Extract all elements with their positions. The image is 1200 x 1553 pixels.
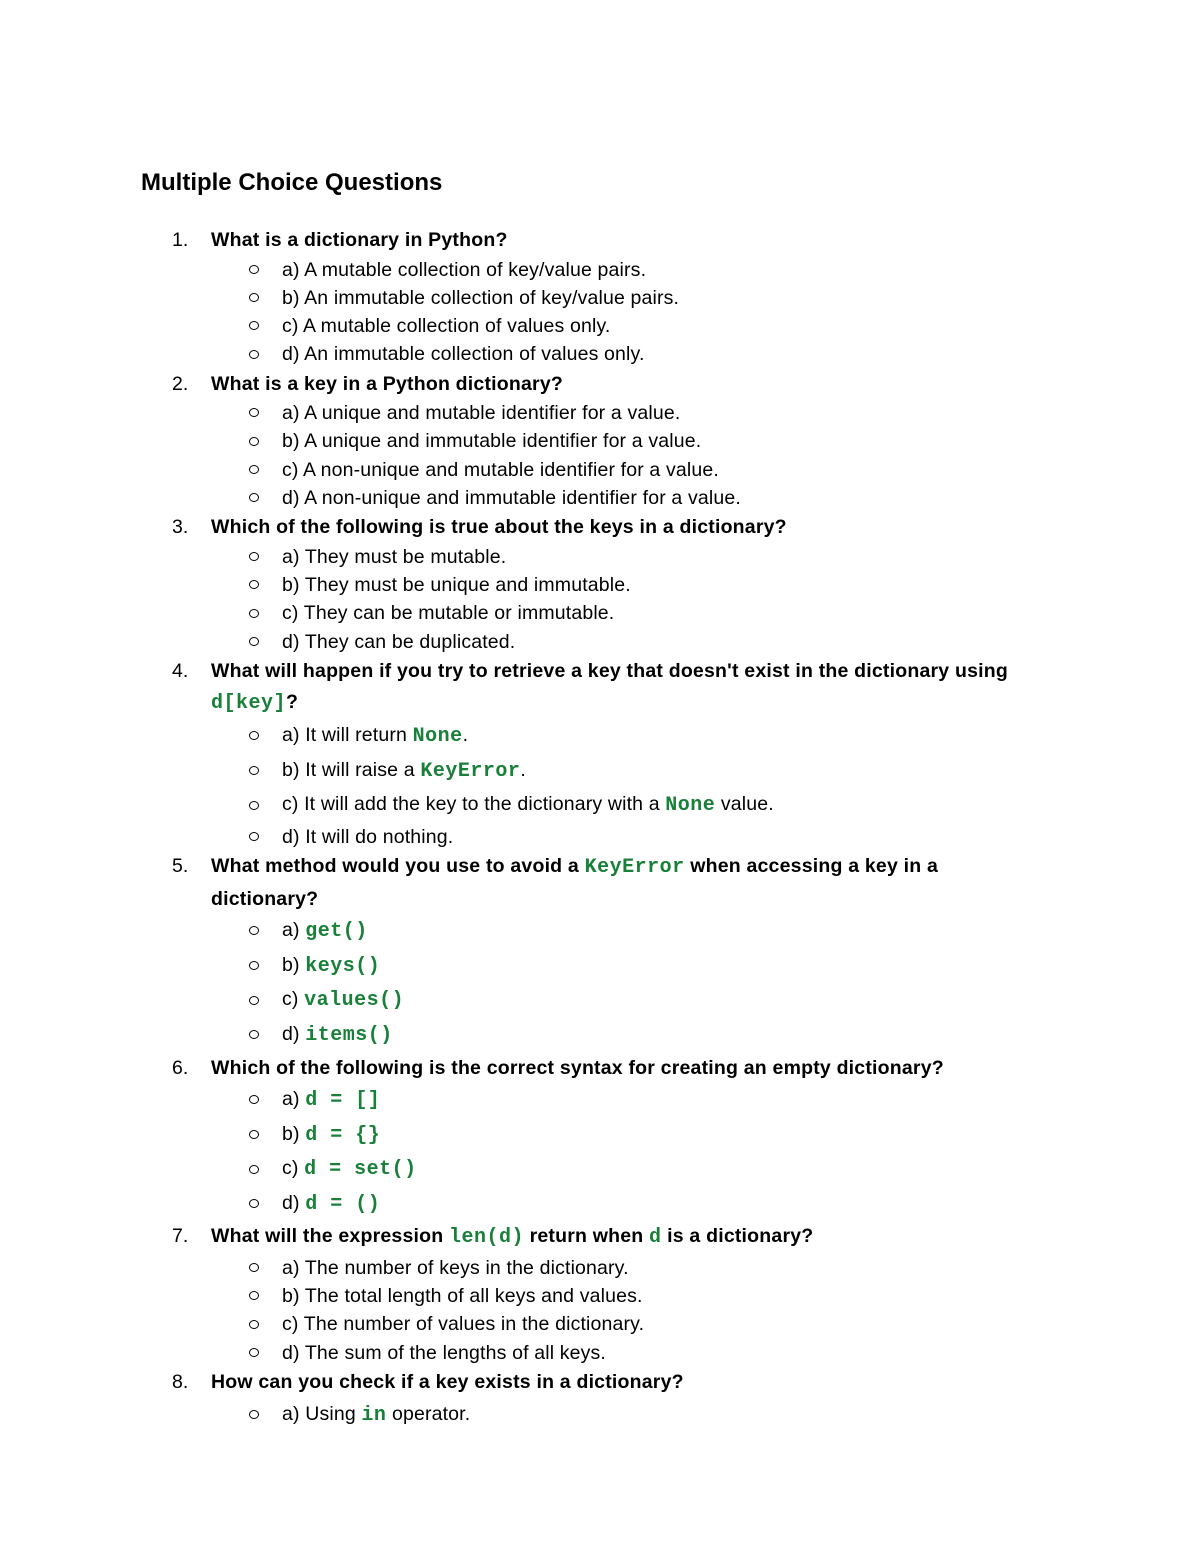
question-item	[0, 369, 1200, 513]
text-segment: d) The sum of the lengths of all keys.	[282, 1341, 607, 1364]
answer-option	[282, 754, 1200, 789]
option-list	[0, 914, 1200, 1052]
text-segment: c) They can be mutable or immutable.	[282, 602, 615, 625]
question-number: 8.	[172, 1371, 189, 1394]
text-segment: d) It will do nothing.	[282, 825, 454, 848]
hollow-circle-bullet-icon	[249, 465, 259, 474]
option-list	[0, 1083, 1200, 1221]
text-segment: a)	[282, 1088, 306, 1111]
text-segment: b)	[282, 953, 306, 976]
inline-code: None	[412, 725, 463, 749]
text-segment: a) The number of keys in the dictionary.	[282, 1256, 629, 1279]
hollow-circle-bullet-icon	[249, 1263, 259, 1272]
hollow-circle-bullet-icon	[249, 1348, 259, 1357]
text-segment: What is a key in a Python dictionary?	[211, 372, 563, 395]
question-number: 5.	[172, 855, 189, 878]
answer-option	[282, 1398, 1200, 1433]
text-segment: a) They must be mutable.	[282, 545, 507, 568]
question-text	[211, 369, 1031, 400]
answer-option	[282, 256, 1200, 284]
question-number: 2.	[172, 372, 189, 395]
text-segment: ?	[286, 690, 299, 713]
question-item	[0, 851, 1200, 1052]
answer-option	[282, 484, 1200, 512]
option-list	[0, 719, 1200, 851]
hollow-circle-bullet-icon	[249, 265, 259, 274]
hollow-circle-bullet-icon	[249, 437, 259, 446]
hollow-circle-bullet-icon	[249, 926, 259, 935]
inline-code: d[key]	[211, 691, 287, 715]
answer-option	[282, 543, 1200, 571]
answer-option	[282, 399, 1200, 427]
hollow-circle-bullet-icon	[249, 1165, 259, 1174]
answer-option	[282, 788, 1200, 823]
question-number: 6.	[172, 1056, 189, 1079]
answer-option	[282, 1310, 1200, 1338]
inline-code: d = ()	[305, 1192, 381, 1216]
question-number: 1.	[172, 229, 189, 251]
hollow-circle-bullet-icon	[249, 996, 259, 1005]
answer-option	[282, 1254, 1200, 1282]
question-text	[211, 1221, 1031, 1254]
answer-option	[282, 1118, 1200, 1153]
option-list	[0, 399, 1200, 512]
text-segment: What will the expression	[211, 1225, 449, 1248]
text-segment: d) An immutable collection of values only.	[282, 343, 645, 366]
text-segment: What will happen if you try to retrieve a key that doesn't exist in the dictionary using	[211, 660, 1008, 683]
answer-option	[282, 1187, 1200, 1222]
hollow-circle-bullet-icon	[249, 1199, 259, 1208]
question-number: 4.	[172, 660, 189, 683]
inline-code: values()	[304, 989, 405, 1013]
inline-code: d = []	[305, 1089, 381, 1113]
hollow-circle-bullet-icon	[249, 580, 259, 589]
answer-option	[282, 949, 1200, 984]
text-segment: c) It will add the key to the dictionary with a	[282, 793, 666, 816]
option-list	[0, 256, 1200, 369]
question-text	[211, 512, 1031, 543]
text-segment: c) The number of values in the dictionary.	[282, 1313, 645, 1336]
inline-code: KeyError	[420, 759, 521, 783]
text-segment: a) It will return	[282, 724, 413, 747]
inline-code: items()	[305, 1023, 393, 1047]
inline-code: in	[361, 1403, 387, 1427]
text-segment: operator.	[386, 1402, 471, 1425]
text-segment: c)	[282, 1157, 305, 1180]
question-item	[0, 225, 1200, 369]
text-segment: a) A mutable collection of key/value pairs.	[282, 258, 647, 281]
answer-option	[282, 1018, 1200, 1053]
hollow-circle-bullet-icon	[249, 961, 259, 970]
answer-option	[282, 719, 1200, 754]
hollow-circle-bullet-icon	[249, 731, 259, 740]
answer-option	[282, 456, 1200, 484]
question-number: 3.	[172, 516, 189, 539]
option-list	[0, 543, 1200, 656]
text-segment: b) It will raise a	[282, 758, 421, 781]
answer-option	[282, 284, 1200, 312]
question-item	[0, 1221, 1200, 1367]
text-segment: when accessing a key in a dictionary?	[211, 855, 938, 910]
text-segment: a)	[282, 919, 306, 942]
question-list	[0, 225, 1200, 1432]
text-segment: d)	[282, 1191, 306, 1214]
hollow-circle-bullet-icon	[249, 609, 259, 618]
answer-option	[282, 340, 1200, 368]
text-segment: d) They can be duplicated.	[282, 630, 516, 653]
text-segment: b) An immutable collection of key/value pairs.	[282, 286, 680, 309]
inline-code: keys()	[305, 954, 381, 978]
hollow-circle-bullet-icon	[249, 350, 259, 359]
question-text	[211, 1367, 1031, 1398]
text-segment: is a dictionary?	[661, 1225, 814, 1248]
text-segment: Which of the following is the correct syntax for creating an empty dictionary?	[211, 1056, 944, 1079]
hollow-circle-bullet-icon	[249, 293, 259, 302]
inline-code: d = set()	[304, 1158, 417, 1182]
hollow-circle-bullet-icon	[249, 493, 259, 502]
question-number: 7.	[172, 1225, 189, 1248]
text-segment: a) Using	[282, 1402, 362, 1425]
text-segment: value.	[715, 793, 774, 816]
option-list	[0, 1398, 1200, 1433]
text-segment: c) A mutable collection of values only.	[282, 315, 611, 338]
answer-option	[282, 823, 1200, 851]
text-segment: Which of the following is true about the keys in a dictionary?	[211, 516, 787, 539]
answer-option	[282, 628, 1200, 656]
text-segment: What method would you use to avoid a	[211, 855, 585, 878]
answer-option	[282, 312, 1200, 340]
hollow-circle-bullet-icon	[249, 552, 259, 561]
inline-code: None	[665, 794, 716, 818]
option-list	[0, 1254, 1200, 1367]
hollow-circle-bullet-icon	[249, 832, 259, 841]
text-segment: c)	[282, 988, 305, 1011]
answer-option	[282, 571, 1200, 599]
question-text	[211, 851, 1031, 914]
text-segment: c) A non-unique and mutable identifier for a value.	[282, 458, 719, 481]
answer-option	[282, 427, 1200, 455]
page-title: Multiple Choice Questions	[141, 169, 443, 196]
text-segment: return when	[523, 1225, 650, 1248]
hollow-circle-bullet-icon	[249, 1095, 259, 1104]
inline-code: d = {}	[305, 1123, 381, 1147]
question-item	[0, 512, 1200, 656]
question-item	[0, 1053, 1200, 1222]
hollow-circle-bullet-icon	[249, 637, 259, 646]
text-segment: b) They must be unique and immutable.	[282, 574, 631, 597]
question-text	[211, 656, 1031, 719]
hollow-circle-bullet-icon	[249, 1410, 259, 1419]
answer-option	[282, 1152, 1200, 1187]
text-segment: b) A unique and immutable identifier for a value.	[282, 430, 702, 453]
answer-option	[282, 1282, 1200, 1310]
hollow-circle-bullet-icon	[249, 801, 259, 810]
inline-code: d	[649, 1226, 662, 1250]
text-segment: a) A unique and mutable identifier for a value.	[282, 402, 681, 425]
hollow-circle-bullet-icon	[249, 1291, 259, 1300]
text-segment: .	[462, 724, 469, 747]
inline-code: KeyError	[584, 856, 685, 880]
hollow-circle-bullet-icon	[249, 1030, 259, 1039]
text-segment: .	[520, 758, 526, 781]
answer-option	[282, 1083, 1200, 1118]
text-segment: b)	[282, 1122, 306, 1145]
inline-code: get()	[305, 920, 368, 944]
hollow-circle-bullet-icon	[249, 1130, 259, 1139]
inline-code: len(d)	[448, 1226, 524, 1250]
text-segment: d) A non-unique and immutable identifier for a value.	[282, 487, 741, 510]
answer-option	[282, 914, 1200, 949]
question-text	[211, 1053, 1031, 1084]
question-item	[0, 656, 1200, 851]
hollow-circle-bullet-icon	[249, 1320, 259, 1329]
text-segment: b) The total length of all keys and values.	[282, 1285, 643, 1308]
question-item	[0, 1367, 1200, 1432]
answer-option	[282, 983, 1200, 1018]
text-segment: What is a dictionary in Python?	[211, 229, 508, 251]
question-text	[211, 225, 1031, 256]
hollow-circle-bullet-icon	[249, 321, 259, 330]
answer-option	[282, 599, 1200, 627]
hollow-circle-bullet-icon	[249, 766, 259, 775]
text-segment: d)	[282, 1022, 306, 1045]
answer-option	[282, 1339, 1200, 1367]
text-segment: How can you check if a key exists in a dictionary?	[211, 1371, 684, 1394]
hollow-circle-bullet-icon	[249, 408, 259, 417]
